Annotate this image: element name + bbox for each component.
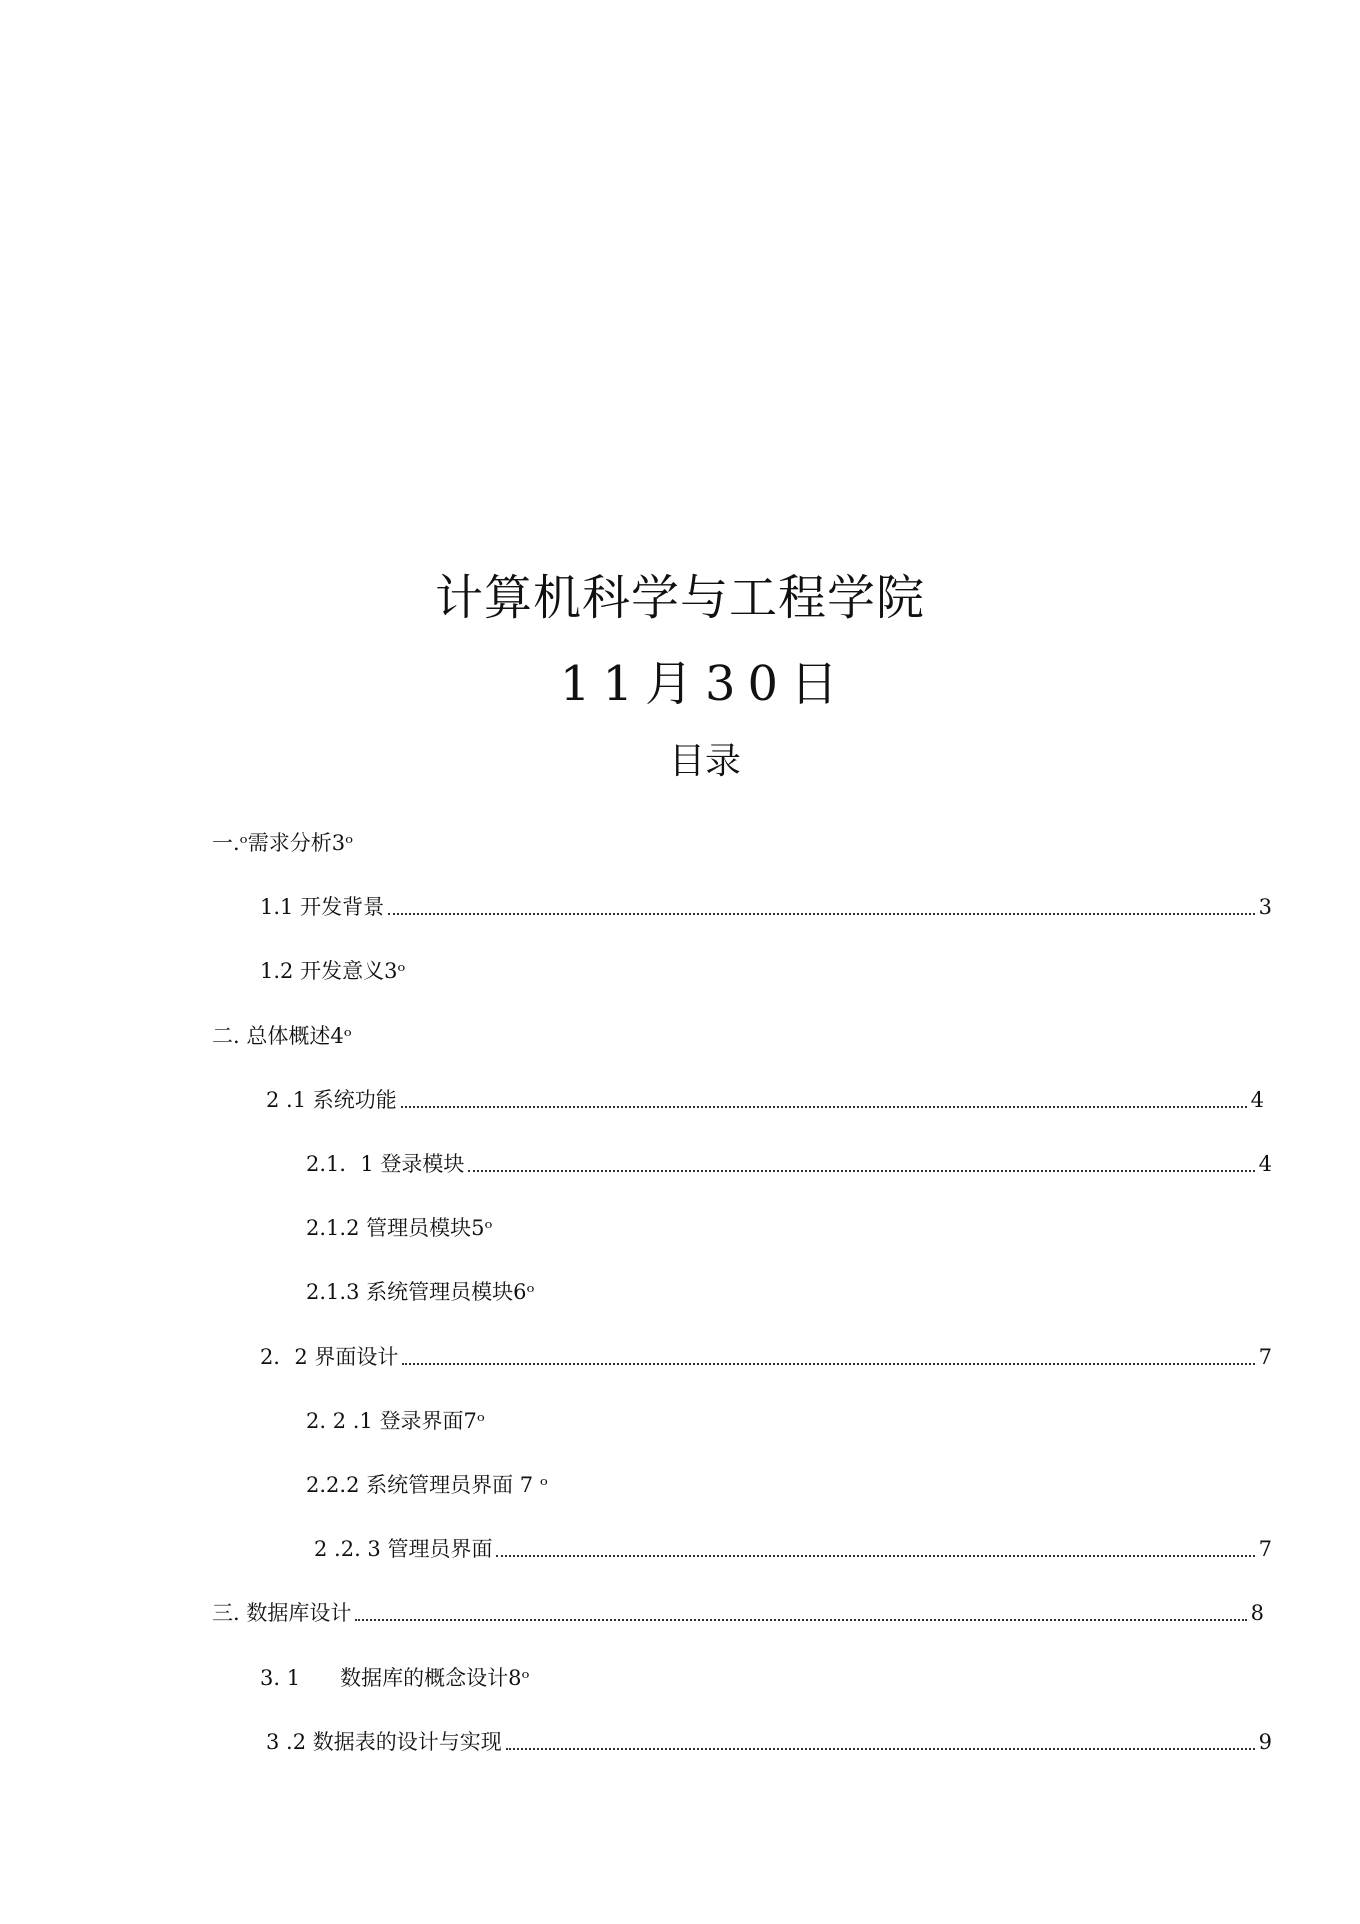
- document-date: 11月30日: [559, 656, 851, 712]
- toc-entry-page: 4: [1258, 1152, 1272, 1176]
- toc-entry: [306, 1277, 535, 1307]
- toc-entry-page: 3: [1258, 895, 1272, 919]
- toc-entry-label: 1.2 开发意义3ᵒ: [260, 959, 406, 983]
- toc-entry: [260, 892, 1272, 922]
- toc-leader-dots: [506, 1748, 1255, 1750]
- toc-entry-label: 二. 总体概述4ᵒ: [212, 1024, 352, 1048]
- toc-entry-page: 4: [1250, 1088, 1264, 1112]
- toc-entry-label: 2.1．1 登录模块: [306, 1152, 465, 1176]
- toc-entry: [306, 1213, 493, 1243]
- school-name: 计算机科学与工程学院: [434, 570, 925, 626]
- toc-leader-dots: [402, 1363, 1254, 1365]
- toc-entry: [260, 1663, 530, 1693]
- toc-entry-page: 7: [1258, 1537, 1272, 1561]
- toc-entry-label: 3 .2 数据表的设计与实现: [266, 1730, 502, 1754]
- toc-entry-label: 2.1.3 系统管理员模块6ᵒ: [306, 1280, 535, 1304]
- toc-entry: [260, 1342, 1272, 1372]
- toc-entry: [306, 1406, 485, 1436]
- toc-entry: [212, 1021, 352, 1051]
- toc-entry-label: 2.1.2 管理员模块5ᵒ: [306, 1216, 493, 1240]
- toc-entry-page: 7: [1258, 1345, 1272, 1369]
- toc-entry-label: 一.ᵒ需求分析3ᵒ: [212, 831, 354, 855]
- toc-leader-dots: [401, 1106, 1247, 1108]
- toc-leader-dots: [388, 913, 1255, 915]
- toc-leader-dots: [355, 1619, 1246, 1621]
- toc-heading: 目录: [668, 741, 741, 782]
- toc-entry: [266, 1085, 1264, 1115]
- toc-entry: [260, 956, 406, 986]
- toc-entry: [306, 1470, 548, 1500]
- toc-entry-page: 8: [1250, 1601, 1264, 1625]
- toc-entry: [266, 1727, 1272, 1757]
- toc-entry: [212, 1598, 1264, 1628]
- toc-entry-page: 9: [1258, 1730, 1272, 1754]
- toc-entry-label: 1.1 开发背景: [260, 895, 385, 919]
- toc-entry: [314, 1534, 1272, 1564]
- toc-leader-dots: [468, 1170, 1254, 1172]
- toc-entry-label: 2 .1 系统功能: [266, 1088, 397, 1112]
- toc-entry-label: 三. 数据库设计: [212, 1601, 352, 1625]
- toc-entry-label: 3. 1 数据库的概念设计8ᵒ: [260, 1666, 530, 1690]
- toc-entry-label: 2. 2 .1 登录界面7ᵒ: [306, 1409, 485, 1433]
- toc-entry: [306, 1149, 1272, 1179]
- toc-entry: [212, 828, 353, 858]
- toc-leader-dots: [496, 1555, 1254, 1557]
- toc-entry-label: 2．2 界面设计: [260, 1345, 399, 1369]
- toc-entry-label: 2 .2. 3 管理员界面: [314, 1537, 493, 1561]
- toc-entry-label: 2.2.2 系统管理员界面 7 ᵒ: [306, 1473, 548, 1497]
